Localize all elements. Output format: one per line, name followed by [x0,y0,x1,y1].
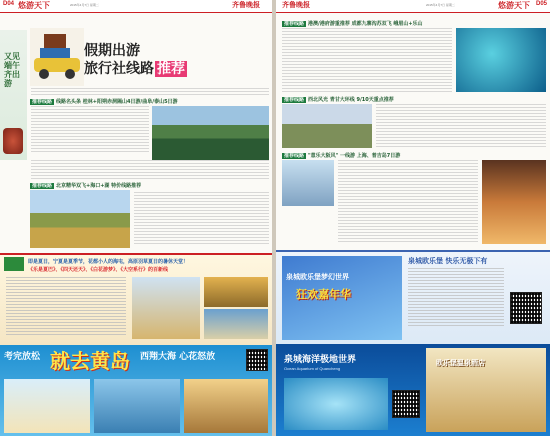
ocean-world-ad [276,344,550,436]
kicker-3 [282,152,400,159]
oulebao-ad [276,250,550,344]
article-text-3 [134,192,269,246]
oulebao-ad-title: 泉城欧乐堡梦幻世界 [286,273,349,281]
temple-photo [204,277,268,307]
ad-headline: 即是夏日，宁夏是夏季节，花都小人的海屯，高原羽草夏日的暑休天堂！ [28,259,189,265]
article-text-1 [282,28,452,92]
feature-title-line-1: 假期出游 [84,43,140,59]
side-banner [0,30,27,160]
ad-itinerary [6,277,126,337]
feature-title-line-2 [84,58,187,78]
lake-photo [204,309,268,339]
article-text-2 [31,160,269,180]
intro-text [31,88,269,96]
issue-date: 2015年4月7日 星期二 [426,3,455,7]
kicker-1-text: 线路名头条 桂林+阳朔赤洞隔山4日游/曲阜/泰山5日游 [56,99,178,105]
ad-subline: 《乐是夏巴》、《四天还天》、《白花游梦》、《大空系行》的百新线 [28,267,169,273]
kicker-2-text: 北京精华双飞+海口+湖 特价线路推荐 [56,183,142,189]
agency-logo [4,257,24,271]
huangdao-ad-big: 就去黄岛 [50,349,130,373]
left-page [0,0,272,436]
kicker-2 [30,182,141,189]
section-title: 悠游天下 [498,1,530,10]
car-illustration [30,28,84,86]
hotel-name: 欧乐堡温泉酒店 [436,359,485,367]
qr-code [510,292,542,324]
aquarium-photo [456,28,546,92]
qr-code [392,390,420,418]
page-number: D04 [3,1,15,7]
hotel-photo [426,348,546,432]
food-photo [3,128,23,154]
side-banner-text: 又见端午 齐出游 [4,51,20,88]
article-text-3 [338,160,478,244]
kicker-2-tag: 推荐线路 [284,97,305,103]
huangdao-ad [0,345,272,436]
kicker-1-text: 港澳/港府游重推荐 成都九寨沟苏双飞 峨眉山+乐山 [308,21,423,27]
beach-photo [4,379,90,433]
article-text-1 [31,106,149,152]
sea-photo [94,379,180,433]
ocean-ad-title: 泉城海洋极地世界 [284,355,357,365]
kicker-2-text: 西北风光 青甘大环线 9/10天重点推荐 [308,97,394,103]
ningxia-ad [0,253,272,345]
right-page-header [276,0,550,13]
kicker-1 [30,98,178,105]
kicker-1 [282,20,423,27]
landscape-photo [282,104,372,148]
kicker-3-text: "意乐大阪风" 一线游 上海、普吉岛7日游 [308,153,401,159]
oulebao-ad-slogan: 泉城欧乐堡 快乐无极下有 [408,257,488,265]
masthead: 齐鲁晚报 [232,0,260,9]
masthead: 齐鲁晚报 [282,0,310,9]
polar-bear-photo [284,378,388,430]
kicker-1-tag: 推荐线路 [32,99,53,105]
grassland-photo [30,190,130,248]
lantern-street-photo [482,160,546,244]
kicker-2-tag: 推荐线路 [32,183,53,189]
huangdao-ad-lead: 考完放松 [4,352,41,362]
feature-title-tag: 推荐 [157,61,185,77]
desert-photo [132,277,200,339]
section-title: 悠游天下 [18,1,50,10]
kicker-3-tag: 推荐线路 [284,153,305,159]
city-photo [282,160,334,206]
theme-park-photo [282,256,402,340]
feature-title-main: 旅行社线路 [84,61,154,77]
resort-photo [184,379,268,433]
issue-date: 2015年4月7日 星期二 [70,3,99,7]
oulebao-ad-text [408,268,504,328]
oulebao-ad-big: 狂欢嘉年华 [296,288,351,301]
huangdao-ad-slogan: 西翔大海 心花怒放 [140,352,216,362]
mountain-lake-photo [152,106,269,160]
luggage-car-icon [30,28,84,86]
qr-code [246,349,268,371]
article-text-2 [376,104,546,148]
kicker-1-tag: 推荐线路 [284,21,305,27]
left-page-header [0,0,272,13]
kicker-2 [282,96,394,103]
right-page [276,0,550,436]
ocean-ad-subtitle: Ocean Aquarium of Quancheng [284,366,341,371]
page-number: D05 [536,1,548,7]
